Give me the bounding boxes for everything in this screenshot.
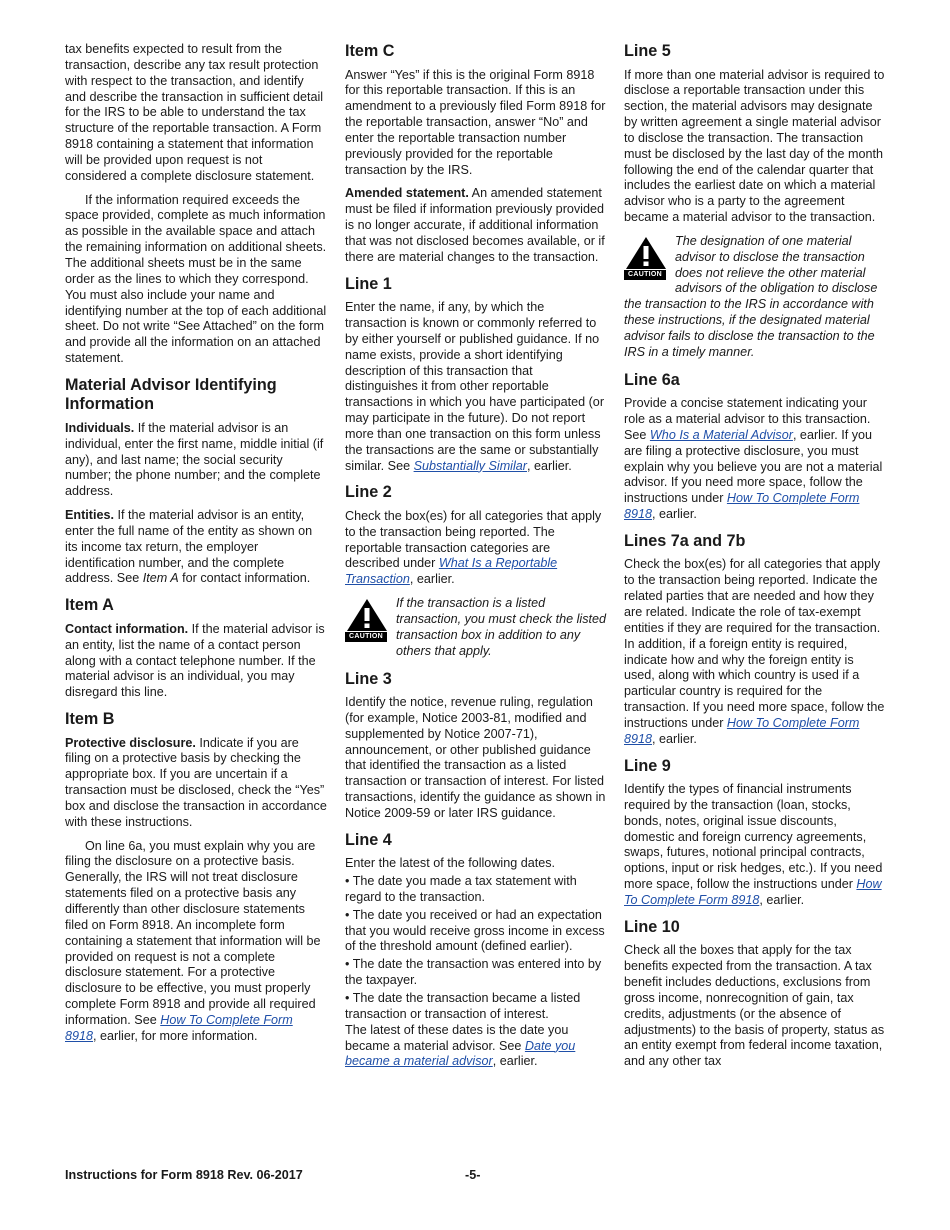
heading-line-10: Line 10	[624, 917, 680, 936]
footer-form-title: Instructions for Form 8918 Rev. 06-2017	[65, 1168, 303, 1182]
paragraph-line-6a	[624, 396, 886, 523]
paragraph-protective-disclosure	[65, 736, 327, 831]
warning-triangle-icon	[345, 598, 389, 632]
text-line-4-tail: The latest of these dates is the date you became a material advisor. See	[345, 1022, 569, 1053]
bullet-list-dates	[345, 874, 607, 1023]
bullet-text: The date you made a tax statement with regard to the transaction.	[345, 874, 577, 904]
link-who-is-material-advisor[interactable]: Who Is a Material Advisor	[649, 427, 793, 442]
text-line-2-after: , earlier.	[409, 572, 455, 587]
heading-line-2: Line 2	[345, 483, 392, 502]
paragraph-line-9	[624, 782, 886, 909]
paragraph-item-c: Answer “Yes” if this is the original Form 8918 for this reportable transaction. If this is an amendment to a previously filed Form 8918 for the reportable transaction, answer “No” and enter the reportable transaction number previously provided for the reportable transaction by the IRS.	[345, 67, 606, 177]
text-lines-7: Check the box(es) for all categories that apply to the transaction being reported. Indicate the related parties that are needed and how they are related. Indicate the role of tax-exempt entities if they are required for the transaction. In addition, if a foreign entity is required, indicate how and why the foreign entity is used, along with which country is used if a particular country is required for the transaction. If you need more space, follow the instructions under	[624, 557, 885, 730]
list-item: • The date you made a tax statement with regard to the transaction.	[345, 874, 577, 904]
text-line-1: Enter the name, if any, by which the transaction is known or commonly referred to by either yourself or published guidance. If no name exists, provide a short identifying description of this transaction that distinguishes it from other reportable transactions in which you have participated (or may participate in the future). Do not report more than one transaction on this form unless the transactions are the same or substantially similar. See	[345, 300, 605, 473]
warning-triangle-icon	[624, 236, 668, 270]
heading-line-6a: Line 6a	[624, 370, 680, 389]
lead-protective-disclosure: Protective disclosure.	[65, 735, 196, 750]
page-number: -5-	[465, 1168, 481, 1182]
caution-icon	[345, 598, 389, 644]
paragraph-line-3: Identify the notice, revenue ruling, regulation (for example, Notice 2003-81, modified and supplemented by Notice 2007-71), announcement, or other published guidance that identified the transaction as a listed transaction or transaction of interest. For listed transactions, identify the guidance as shown in Notice 2009-59 or later IRS guidance.	[345, 695, 606, 820]
list-item: • The date you received or had an expectation that you would receive gross income in excess of the threshold amount (defined earlier).	[345, 907, 605, 954]
paragraph-line-6a-protective	[65, 839, 327, 1045]
caution-label: CAUTION	[345, 632, 387, 642]
text-line-6a-a: Provide a concise statement indicating your role as a material advisor to this transaction. See	[624, 396, 871, 442]
caution-label: CAUTION	[624, 270, 666, 280]
caution-box-line-5	[624, 234, 886, 361]
heading-item-a: Item A	[65, 596, 114, 615]
text-entities-italic: Item A	[142, 571, 179, 586]
page-footer	[65, 1168, 885, 1182]
text-line-6a-after: , earlier, for more information.	[93, 1028, 258, 1043]
column-left	[65, 42, 327, 1053]
paragraph-individuals	[65, 421, 327, 500]
text-line-6a-c: , earlier.	[652, 507, 697, 522]
paragraph-continued: tax benefits expected to result from the transaction, describe any tax result protection with respect to the transaction, and identify and describe the transaction in sufficient detail for the IRS to be able to understand the tax structure of the reportable transaction. A Form 8918 containing a statement that information will be provided upon request is not considered a complete disclosure statement.	[65, 42, 324, 183]
link-how-to-complete-form[interactable]: How To Complete Form 8918	[624, 715, 860, 746]
heading-line-3: Line 3	[345, 669, 392, 688]
link-how-to-complete-form[interactable]: How To Complete Form 8918	[624, 877, 882, 907]
paragraph-line-2	[345, 509, 607, 588]
text-amended-statement: An amended statement must be filed if information previously provided is no longer accurate, if additional information that was not disclosed becomes available, or if there are material changes to the transaction.	[345, 186, 605, 264]
column-middle	[345, 42, 607, 1078]
heading-material-advisor-info: Material Advisor Identifying Information	[65, 375, 277, 414]
paragraph-contact-info	[65, 622, 327, 701]
text-line-6a-protective: On line 6a, you must explain why you are filing the disclosure on a protective basis. Generally, the IRS will not treat disclosure statements filed on a protective basis any differently than other disclosure statements filed on Form 8918. An incomplete form containing a statement that information will be provided on request is not a complete disclosure statement. For a protective disclosure to be effective, you must properly complete Form 8918 and provide all required information. See	[65, 838, 321, 1027]
text-individuals: If the material advisor is an individual, enter the first name, middle initial (if any), and last name; the social security number; the phone number; and the complete address.	[65, 420, 324, 499]
heading-line-1: Line 1	[345, 274, 392, 293]
lead-amended-statement: Amended statement.	[345, 186, 469, 201]
link-substantially-similar[interactable]: Substantially Similar	[413, 458, 527, 473]
lead-entities: Entities.	[65, 508, 114, 523]
lead-individuals: Individuals.	[65, 420, 135, 435]
text-line-9-after: , earlier.	[759, 892, 805, 907]
text-line-1-after: , earlier.	[526, 458, 572, 473]
paragraph-line-1	[345, 300, 607, 474]
paragraph-line-4-tail	[345, 1023, 607, 1071]
heading-item-c: Item C	[345, 42, 395, 60]
caution-icon	[624, 236, 668, 282]
paragraph-lines-7a-7b	[624, 557, 886, 747]
paragraph-amended-statement	[345, 186, 607, 265]
lead-contact-info: Contact information.	[65, 621, 189, 636]
caution-text-line-5: The designation of one material advisor to disclose the transaction does not relieve the other material advisors of the obligation to disclose the transaction to the IRS in accordance with these instructions, if the designated material advisor fails to disclose the transaction to the IRS in a timely manner.	[624, 233, 878, 359]
paragraph-line-4-intro: Enter the latest of the following dates.	[345, 856, 556, 871]
text-line-4-after: , earlier.	[492, 1054, 538, 1069]
text-entities-a: If the material advisor is an entity, enter the full name of the entity as shown on its income tax return, the employer identification number, and the complete address. See	[65, 508, 313, 586]
text-protective-disclosure: Indicate if you are filing on a protective basis by checking the appropriate box. If you are uncertain if a transaction must be disclosed, check the “Yes” box and disclose the transaction in accordance with these instructions.	[65, 735, 327, 829]
link-what-is-reportable-transaction[interactable]: What Is a Reportable Transaction	[345, 556, 558, 587]
list-item: • The date the transaction was entered into by the taxpayer.	[345, 957, 602, 988]
paragraph-line-10: Check all the boxes that apply for the tax benefits expected from the transaction. A tax benefit includes deductions, exclusions from gross income, nonrecognition of gain, tax credits, adjustments (or the absence of adjustments) to the basis of property, status as an entity exempt from federal income taxation, and any other tax	[624, 943, 885, 1069]
link-date-you-became-material-advisor[interactable]: Date you became a material advisor	[345, 1038, 576, 1069]
caution-text-line-2: If the transaction is a listed transaction, you must check the listed transaction box in addition to any others that apply.	[396, 596, 606, 658]
text-line-2: Check the box(es) for all categories that apply to the transaction being reported. The reportable transaction categories are described under	[345, 508, 602, 571]
heading-item-b: Item B	[65, 710, 115, 729]
text-lines-7-after: , earlier.	[652, 731, 697, 746]
heading-line-5: Line 5	[624, 42, 671, 60]
text-contact-info: If the material advisor is an entity, list the name of a contact person along with a contact telephone number. If the material advisor is an individual, you may disregard this line.	[65, 621, 325, 700]
paragraph-entities	[65, 508, 327, 587]
bullet-text: The date you received or had an expectation that you would receive gross income in excess of the threshold amount (defined earlier).	[345, 907, 605, 954]
column-right	[624, 42, 886, 1078]
list-item: • The date the transaction became a listed transaction or transaction of interest.	[345, 991, 581, 1021]
text-line-9: Identify the types of financial instruments required by the transaction (loan, stocks, bonds, notes, original issue discounts, domestic and foreign currency agreements, swaps, futures, notional principal contracts, options, input or risk hedges, etc.). If you need more space, follow the instructions under	[624, 782, 883, 892]
bullet-text: The date the transaction was entered into by the taxpayer.	[345, 957, 602, 988]
paragraph-additional-sheets: If the information required exceeds the space provided, complete as much information as possible in the available space and attach the remaining information on additional sheets. The additional sheets must be in the same order as the lines to which they correspond. You must also include your name and identifying number at the top of each additional sheet. Do not write “See Attached” on the form and provide all the information on an attached statement.	[65, 192, 327, 366]
link-how-to-complete-form[interactable]: How To Complete Form 8918	[65, 1012, 293, 1043]
text-line-6a-b: , earlier. If you are filing a protective disclosure, you must explain why you believe you are not a material advisor. If you need more space, follow the instructions under	[624, 427, 883, 506]
bullet-text: The date the transaction became a listed transaction or transaction of interest.	[345, 991, 581, 1021]
heading-lines-7a-7b: Lines 7a and 7b	[624, 531, 746, 550]
text-entities-b: for contact information.	[178, 571, 311, 586]
heading-line-4: Line 4	[345, 830, 392, 849]
link-how-to-complete-form[interactable]: How To Complete Form 8918	[624, 491, 860, 522]
caution-box-line-2	[345, 596, 607, 659]
heading-line-9: Line 9	[624, 756, 671, 775]
paragraph-line-5: If more than one material advisor is required to disclose a reportable transaction under this section, the material advisors may designate by written agreement a single material advisor to disclose the transaction. The transaction must be disclosed by the last day of the month following the end of the calendar quarter that includes the earliest date on which a material advisor who is a party to the agreement became a material advisor to the transaction.	[624, 67, 885, 225]
